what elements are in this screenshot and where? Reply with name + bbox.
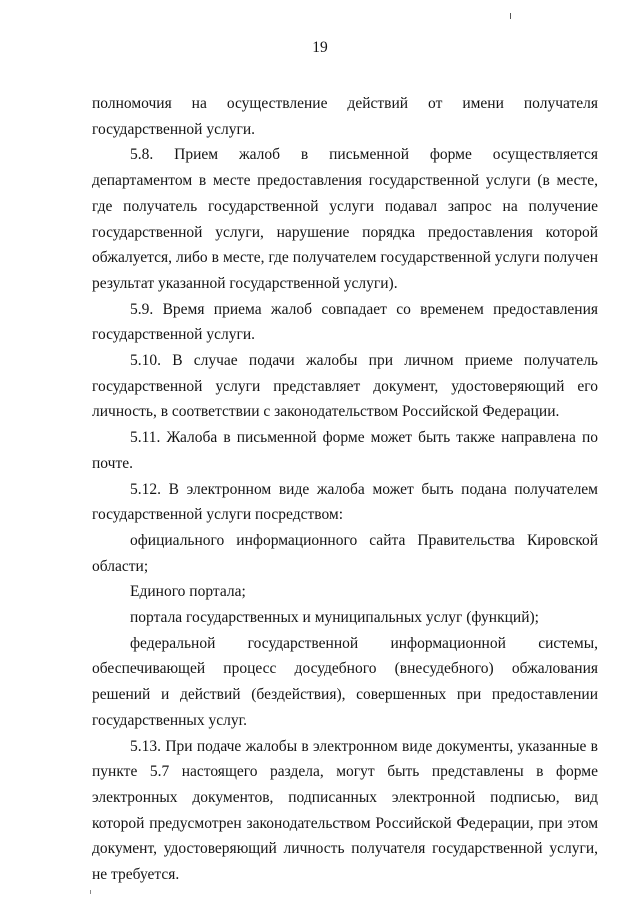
paragraph-5-10: 5.10. В случае подачи жалобы при личном приеме получатель государственной услуги представляет документ, удостоверяющий его личность, в соответствии с законодательством Российской Федерации. [92,352,598,421]
paragraph-5-13: 5.13. При подаче жалобы в электронном виде документы, указанные в пункте 5.7 настоящего раздела, могут быть представлены в форме электронных документов, подписанных электронной подписью, вид которой предусмотрен законодательством Российской Федерации, при этом документ, удостоверяющий личность получателя государственной услуги, не требуется. [92,737,598,884]
list-item-services-portal: портала государственных и муниципальных услуг (функций); [130,609,539,627]
scan-artifact-mark [510,13,511,19]
paragraph-5-11: 5.11. Жалоба в письменной форме может быть также направлена по почте. [92,429,598,472]
paragraph-5-12: 5.12. В электронном виде жалоба может быть подана получателем государственной услуги посредством: [92,480,598,524]
list-item-federal-system: федеральной государственной информационной системы, обеспечивающей процесс досудебного (внесудебного) обжалования решений и действий (бездействия), совершенных при предоставлении государственных услуг. [92,634,598,729]
scan-artifact-dot [90,890,91,894]
page-number: 19 [312,39,328,56]
paragraph-5-8: 5.8. Прием жалоб в письменной форме осуществляется департаментом в месте предоставления государственной услуги (в месте, где получатель государственной услуги подавал запрос на получение государственной услуги, нарушение порядка предоставления которой обжалуется, либо в месте, где получателем государственной услуги получен результат указанной государственной услуги). [92,146,598,292]
list-item-official-site: официального информационного сайта Правительства Кировской области; [92,531,598,575]
list-item-unified-portal: Единого портала; [130,583,246,601]
paragraph-5-9: 5.9. Время приема жалоб совпадает со временем предоставления государственной услуги. [92,300,598,344]
paragraph-continuation: полномочия на осуществление действий от имени получателя государственной услуги. [92,95,598,138]
document-body [92,91,598,888]
